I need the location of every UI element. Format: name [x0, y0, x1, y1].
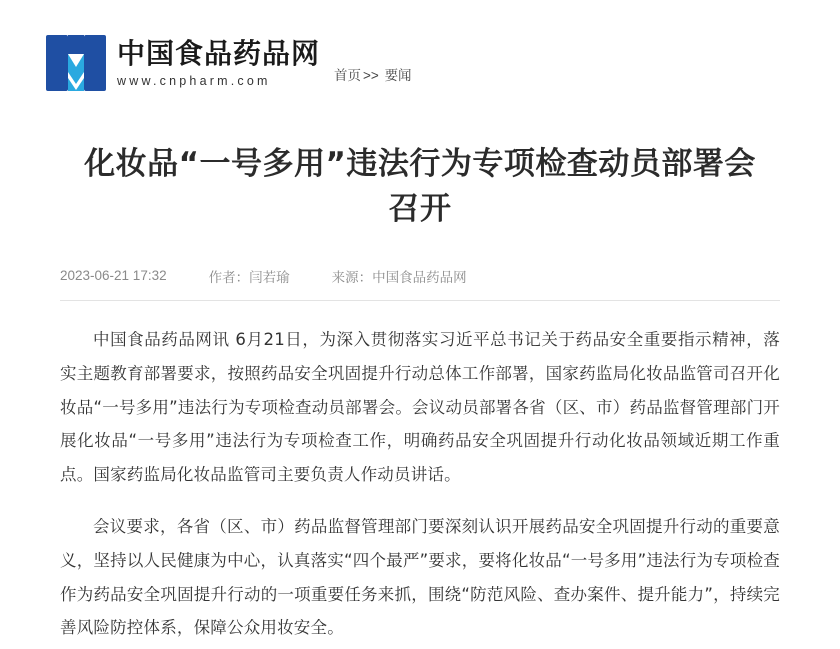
breadcrumb-home-link[interactable]: 首页 [334, 68, 362, 83]
logo-name-cn: 中国食品药品网 [117, 37, 321, 71]
publish-datetime: 2023-06-21 17:32 [60, 268, 167, 284]
article-body [60, 323, 780, 645]
article-source: 来源：中国食品药品网 [331, 269, 467, 285]
article-author: 作者：闫若瑜 [208, 269, 290, 285]
article-paragraph: 会议要求，各省（区、市）药品监督管理部门要深刻认识开展药品安全巩固提升行动的重要意义，坚持以人民健康为中心，认真落实“四个最严”要求，要将化妆品“一号多用”违法行为专项检查作为药品安全巩固提升行动的一项重要任务来抓，围绕“防范风险、查办案件、提升能力”，持续完善风险防控体系，保障公众用妆安全。 [60, 516, 780, 638]
logo-text [117, 38, 320, 87]
article [0, 142, 840, 645]
breadcrumb [334, 64, 412, 92]
cnpharm-logo-icon [45, 34, 107, 92]
breadcrumb-separator: >> [363, 68, 379, 83]
breadcrumb-current-link[interactable]: 要闻 [384, 68, 412, 83]
page-title: 化妆品“一号多用”违法行为专项检查动员部署会召开 [84, 146, 756, 227]
site-logo[interactable] [45, 34, 320, 92]
site-header [0, 0, 840, 92]
article-paragraph: 中国食品药品网讯 6月21日，为深入贯彻落实习近平总书记关于药品安全重要指示精神，落实主题教育部署要求，按照药品安全巩固提升行动总体工作部署，国家药监局化妆品监管司召开化妆品“一号多用”违法行为专项检查动员部署会。会议动员部署各省（区、市）药品监督管理部门开展化妆品“一号多用”违法行为专项检查工作，明确药品安全巩固提升行动化妆品领域近期工作重点。国家药监局化妆品监管司主要负责人作动员讲话。 [60, 329, 780, 485]
article-meta [60, 266, 780, 301]
logo-name-en: www.cnpharm.com [117, 73, 271, 88]
